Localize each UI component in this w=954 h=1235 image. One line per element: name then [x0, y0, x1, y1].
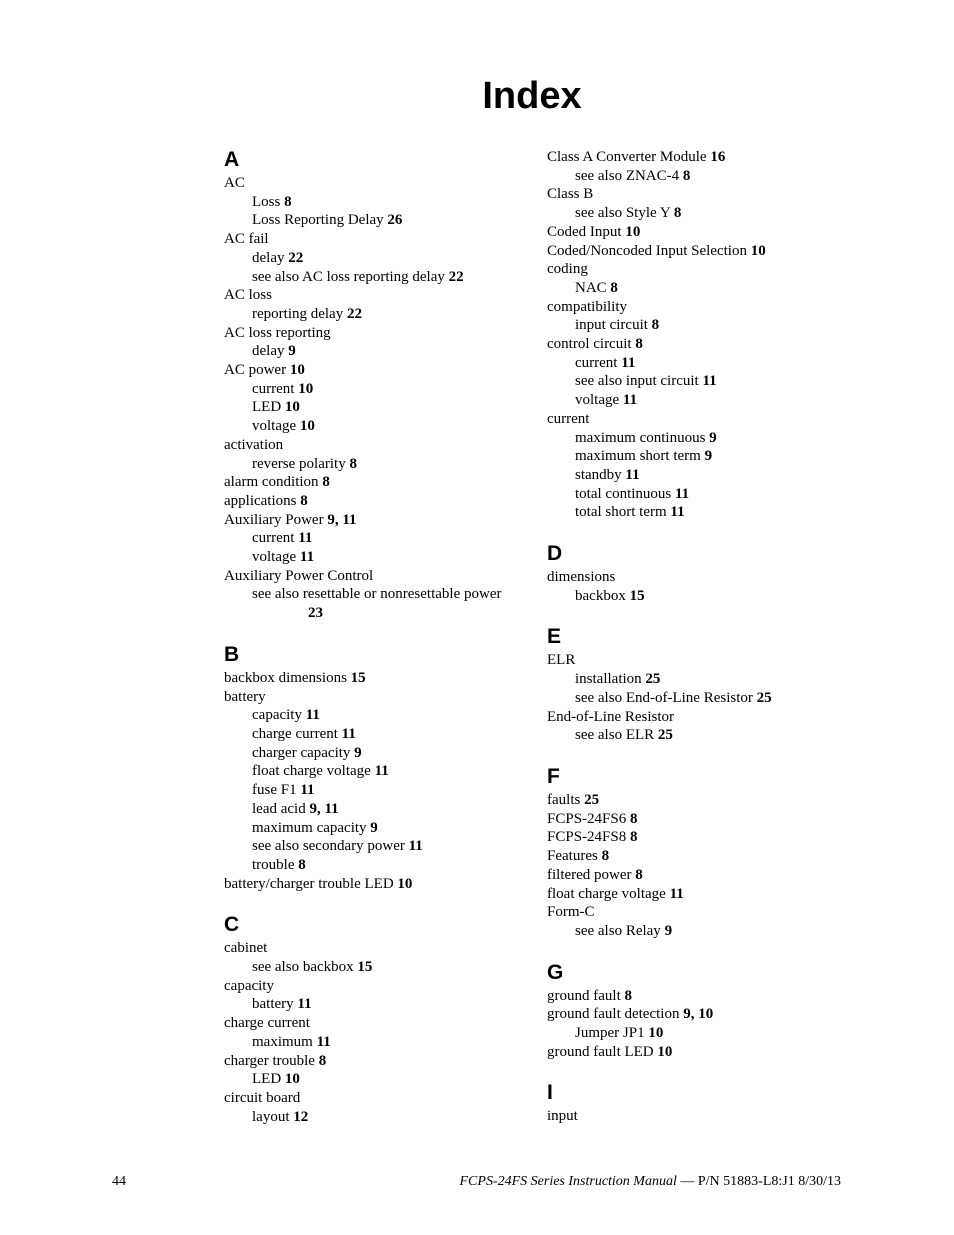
index-subentry	[224, 725, 524, 744]
index-entry	[224, 939, 524, 958]
index-term: FCPS-24FS6	[547, 810, 627, 827]
index-subentry	[547, 316, 847, 335]
page-reference[interactable]: 11	[297, 996, 312, 1013]
index-entry	[224, 436, 524, 455]
index-entry	[224, 473, 524, 492]
index-subentry	[224, 706, 524, 725]
index-entry	[547, 223, 847, 242]
index-term: backbox	[575, 587, 626, 604]
page-reference[interactable]: 11	[702, 373, 717, 390]
index-subentry	[224, 398, 524, 417]
index-entry	[547, 885, 847, 904]
index-entry	[547, 260, 847, 279]
index-subentry	[224, 744, 524, 763]
page-reference[interactable]: 8	[284, 193, 292, 210]
index-term: Loss Reporting Delay	[252, 212, 384, 229]
index-subentry	[547, 429, 847, 448]
index-term: see also backbox	[252, 959, 354, 976]
index-subentry	[224, 762, 524, 781]
page-reference[interactable]: 11	[625, 466, 640, 483]
page-reference[interactable]: 10	[289, 362, 305, 379]
index-section	[547, 148, 847, 522]
index-entry	[547, 1005, 847, 1024]
page-reference[interactable]: 9, 10	[683, 1006, 714, 1023]
index-term: AC fail	[224, 231, 269, 248]
index-subentry	[224, 211, 524, 230]
index-term: Features	[547, 848, 598, 865]
page-reference[interactable]: 11	[675, 485, 690, 502]
index-subentry	[224, 819, 524, 838]
index-entry	[547, 185, 847, 204]
page-reference[interactable]: 8	[635, 866, 643, 883]
index-term: total short term	[575, 504, 667, 521]
index-entry	[224, 688, 524, 707]
index-entry	[547, 708, 847, 727]
index-term: Coded Input	[547, 223, 622, 240]
index-subentry	[547, 726, 847, 745]
index-term: cabinet	[224, 940, 268, 957]
index-column-left	[224, 148, 524, 1126]
index-term: reporting delay	[252, 305, 344, 322]
page-reference[interactable]: 8	[322, 474, 330, 491]
index-term: End-of-Line Resistor	[547, 708, 675, 725]
index-term: AC power	[224, 362, 287, 379]
page-reference[interactable]: 22	[448, 268, 464, 285]
index-term: current	[575, 354, 618, 371]
index-subentry	[224, 1108, 524, 1127]
index-term: see also input circuit	[575, 373, 699, 390]
index-term: faults	[547, 791, 581, 808]
page-reference[interactable]: 8	[610, 279, 618, 296]
section-letter: C	[224, 913, 240, 937]
index-term: battery	[224, 688, 266, 705]
index-term: alarm condition	[224, 474, 319, 491]
index-term: maximum short term	[575, 448, 701, 465]
index-subentry	[547, 670, 847, 689]
index-term: backbox dimensions	[224, 669, 347, 686]
index-subentry	[224, 417, 524, 436]
index-term: Jumper JP1	[575, 1025, 645, 1042]
index-subentry	[224, 1070, 524, 1089]
index-term: charge current	[252, 725, 338, 742]
index-subentry	[547, 689, 847, 708]
page-reference[interactable]: 8	[349, 455, 357, 472]
page-reference[interactable]: 11	[622, 392, 638, 409]
page-reference[interactable]: 8	[624, 987, 632, 1004]
page-reference[interactable]: 9	[288, 343, 296, 360]
index-term: FCPS-24FS8	[547, 829, 627, 846]
index-term: ground fault detection	[547, 1006, 680, 1023]
page-reference[interactable]: 9	[664, 922, 673, 939]
index-entry	[224, 286, 524, 305]
page-reference[interactable]: 11	[669, 885, 684, 902]
index-term: AC	[224, 175, 245, 191]
index-entry	[547, 335, 847, 354]
page-reference[interactable]: 25	[645, 671, 661, 688]
index-subentry	[224, 1033, 524, 1052]
index-entry	[224, 230, 524, 249]
index-term: charge current	[224, 1015, 310, 1032]
page-reference[interactable]: 25	[584, 791, 600, 808]
index-term: charger capacity	[252, 744, 351, 761]
page-reference[interactable]: 11	[374, 763, 389, 780]
page-reference[interactable]: 11	[305, 707, 320, 724]
index-term: voltage	[252, 549, 297, 566]
index-entry	[547, 651, 847, 670]
index-term: standby	[575, 466, 622, 483]
page-reference[interactable]: 10	[625, 223, 641, 240]
page-reference[interactable]: 11	[670, 504, 685, 521]
index-subentry	[547, 485, 847, 504]
index-subentry	[224, 995, 524, 1014]
index-subentry	[224, 529, 524, 548]
index-term: delay	[252, 343, 285, 360]
index-subentry	[224, 781, 524, 800]
section-letter: A	[224, 148, 240, 171]
index-entry	[547, 1107, 847, 1126]
index-section	[547, 987, 847, 1062]
index-term: activation	[224, 436, 284, 453]
page-number: 44	[112, 1174, 126, 1189]
index-term: NAC	[575, 279, 607, 296]
index-term: voltage	[252, 418, 297, 435]
index-section	[547, 791, 847, 941]
page-reference[interactable]: 8	[629, 829, 638, 846]
index-subentry	[547, 922, 847, 941]
page-reference[interactable]: 23	[308, 605, 323, 622]
index-subentry	[224, 342, 524, 361]
index-term: lead acid	[252, 800, 306, 817]
index-entry	[547, 903, 847, 922]
index-entry	[224, 1089, 524, 1108]
index-term: filtered power	[547, 866, 632, 883]
index-term: current	[252, 380, 295, 397]
index-subentry	[224, 268, 524, 287]
index-term: layout	[252, 1108, 290, 1125]
index-entry	[224, 1014, 524, 1033]
page-reference[interactable]: 15	[357, 959, 373, 976]
index-section	[547, 651, 847, 745]
index-term: float charge voltage	[252, 763, 371, 780]
index-entry	[547, 1043, 847, 1062]
index-subentry	[547, 354, 847, 373]
page-reference[interactable]: 10	[657, 1043, 673, 1060]
part-number: — P/N 51883-L8:J1 8/30/13	[680, 1174, 841, 1189]
page-reference[interactable]: 10	[750, 242, 766, 259]
index-subentry	[547, 1024, 847, 1043]
index-term: maximum	[252, 1033, 313, 1050]
index-entry	[224, 324, 524, 343]
index-term: applications	[224, 492, 297, 509]
page-reference[interactable]: 9, 11	[309, 800, 339, 817]
index-term: Class A Converter Module	[547, 149, 707, 165]
index-entry	[547, 242, 847, 261]
index-entry	[224, 174, 524, 193]
page-reference[interactable]: 8	[635, 336, 643, 353]
page-reference[interactable]: 9, 11	[327, 511, 357, 528]
page-reference[interactable]: 26	[387, 212, 403, 229]
index-subentry	[224, 837, 524, 856]
index-entry	[547, 410, 847, 429]
page-reference[interactable]: 11	[300, 782, 315, 799]
index-entry	[547, 298, 847, 317]
index-subentry	[547, 466, 847, 485]
index-column-right	[547, 148, 847, 1126]
index-term: see also Relay	[575, 922, 661, 939]
page-reference[interactable]: 10	[284, 1071, 300, 1088]
page-reference[interactable]: 10	[299, 418, 315, 435]
index-entry	[547, 866, 847, 885]
index-term: LED	[252, 1071, 282, 1088]
index-entry	[547, 791, 847, 810]
index-term: circuit board	[224, 1089, 301, 1106]
index-term: float charge voltage	[547, 885, 666, 902]
index-section	[224, 174, 524, 623]
index-section	[224, 939, 524, 1126]
index-entry	[224, 361, 524, 380]
page-reference[interactable]: 8	[300, 492, 308, 509]
index-term: Class B	[547, 186, 594, 203]
index-term: delay	[252, 249, 285, 266]
page-reference[interactable]: 12	[293, 1108, 309, 1125]
index-term: input circuit	[575, 317, 648, 334]
index-term: see also AC loss reporting delay	[252, 268, 445, 285]
index-subentry	[547, 204, 847, 223]
index-entry	[547, 568, 847, 587]
index-entry	[224, 511, 524, 530]
page-reference[interactable]: 8	[673, 205, 682, 222]
page-reference[interactable]: 9	[709, 429, 717, 446]
index-term: maximum capacity	[252, 819, 367, 836]
index-subentry	[224, 958, 524, 977]
page-reference[interactable]: 8	[682, 167, 691, 184]
page-reference[interactable]: 16	[710, 149, 726, 165]
index-term: capacity	[252, 707, 302, 724]
index-term: see also secondary power	[252, 838, 405, 855]
section-letter: F	[547, 764, 560, 788]
page-reference[interactable]: 11	[621, 354, 636, 371]
section-letter: D	[547, 542, 563, 566]
index-subentry	[224, 800, 524, 819]
index-term: charger trouble	[224, 1052, 315, 1069]
index-entry	[224, 567, 524, 586]
page-reference[interactable]: 8	[318, 1052, 327, 1069]
page-reference[interactable]: 11	[299, 549, 315, 566]
manual-title: FCPS-24FS Series Instruction Manual	[459, 1174, 677, 1189]
section-letter: G	[547, 960, 564, 984]
index-entry	[547, 148, 847, 167]
index-term: ground fault LED	[547, 1043, 654, 1060]
index-subentry	[224, 585, 519, 622]
page-reference[interactable]: 15	[629, 587, 645, 604]
index-entry	[547, 847, 847, 866]
page-reference[interactable]: 25	[756, 689, 772, 706]
page-reference[interactable]: 9	[354, 744, 362, 761]
index-entry	[547, 828, 847, 847]
index-entry	[224, 669, 524, 688]
index-subentry	[547, 503, 847, 522]
index-term: installation	[575, 671, 642, 688]
page-reference[interactable]: 11	[316, 1033, 331, 1050]
index-entry	[224, 1052, 524, 1071]
page-reference[interactable]: 11	[408, 838, 423, 855]
index-subentry	[547, 447, 847, 466]
page-reference[interactable]: 8	[651, 317, 660, 334]
page-reference[interactable]: 11	[341, 725, 356, 742]
index-subentry	[224, 455, 524, 474]
index-term: coding	[547, 261, 588, 278]
index-term: current	[547, 410, 590, 427]
index-term: see also resettable or nonresettable power	[252, 586, 502, 603]
index-term: see also ZNAC-4	[575, 167, 680, 184]
index-section	[547, 568, 847, 605]
index-subentry	[224, 193, 524, 212]
index-subentry	[224, 249, 524, 268]
index-entry	[224, 492, 524, 511]
index-section	[547, 1107, 847, 1126]
index-term: see also ELR	[575, 727, 655, 744]
index-term: Auxiliary Power Control	[224, 567, 374, 584]
index-term: ground fault	[547, 987, 621, 1004]
index-term: Loss	[252, 193, 281, 210]
page-reference[interactable]: 10	[284, 399, 300, 416]
footer-manual-info	[460, 1174, 842, 1190]
index-term: reverse polarity	[252, 455, 346, 472]
index-term: ELR	[547, 652, 576, 669]
page-reference[interactable]: 8	[629, 810, 638, 827]
index-term: battery	[252, 996, 294, 1013]
page-reference[interactable]: 22	[346, 305, 362, 322]
index-term: control circuit	[547, 336, 632, 353]
page-title: Index	[482, 75, 582, 117]
section-letter: I	[547, 1081, 553, 1105]
index-subentry	[224, 305, 524, 324]
page-reference[interactable]: 9	[370, 819, 378, 836]
index-subentry	[224, 548, 524, 567]
index-term: total continuous	[575, 485, 672, 502]
index-section	[224, 669, 524, 893]
index-term: AC loss reporting	[224, 324, 331, 341]
index-term: Coded/Noncoded Input Selection	[547, 242, 747, 259]
index-term: voltage	[575, 392, 620, 409]
index-subentry	[547, 167, 847, 186]
section-letter: E	[547, 625, 562, 649]
index-term: dimensions	[547, 569, 616, 586]
index-term: current	[252, 530, 295, 547]
index-subentry	[547, 279, 847, 298]
index-entry	[224, 875, 524, 894]
index-term: see also Style Y	[575, 205, 671, 222]
index-term: compatibility	[547, 298, 627, 315]
index-term: input	[547, 1108, 578, 1125]
section-letter: B	[224, 642, 240, 666]
index-subentry	[224, 380, 524, 399]
page-reference[interactable]: 22	[288, 249, 304, 266]
index-term: fuse F1	[252, 782, 297, 799]
page-reference[interactable]: 9	[704, 448, 713, 465]
index-term: capacity	[224, 977, 274, 994]
index-entry	[547, 987, 847, 1006]
index-term: LED	[252, 399, 282, 416]
index-term: AC loss	[224, 287, 272, 304]
page-reference[interactable]: 25	[657, 727, 673, 744]
page-reference[interactable]: 15	[350, 669, 366, 686]
index-subentry	[547, 372, 847, 391]
page-reference[interactable]: 8	[601, 848, 610, 865]
index-entry	[224, 977, 524, 996]
index-subentry	[547, 587, 847, 606]
page-reference[interactable]: 8	[298, 856, 306, 873]
page-reference[interactable]: 10	[397, 875, 413, 892]
index-subentry	[224, 856, 524, 875]
index-entry	[547, 810, 847, 829]
index-term: maximum continuous	[575, 429, 706, 446]
index-term: trouble	[252, 856, 295, 873]
index-subentry	[547, 391, 847, 410]
index-term: Auxiliary Power	[224, 511, 324, 528]
page-reference[interactable]: 11	[298, 530, 313, 547]
index-term: see also End-of-Line Resistor	[575, 689, 753, 706]
index-term: Form-C	[547, 904, 595, 921]
index-term: battery/charger trouble LED	[224, 875, 394, 892]
page-reference[interactable]: 10	[648, 1025, 664, 1042]
page-reference[interactable]: 10	[298, 380, 314, 397]
